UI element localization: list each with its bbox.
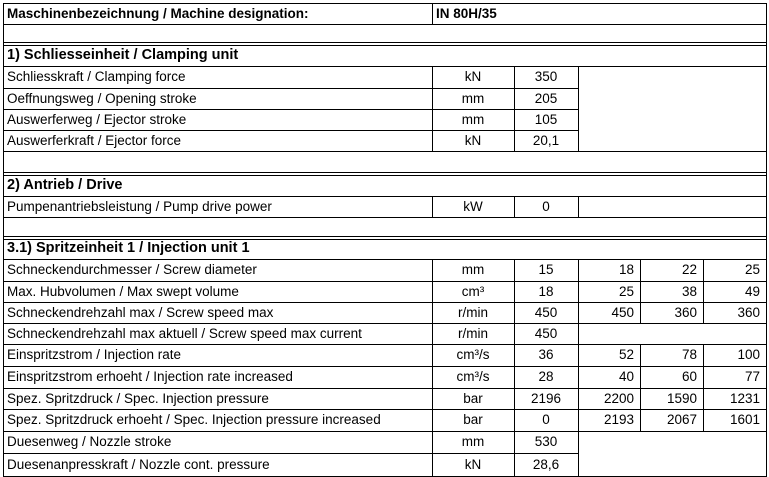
- table-row-unit: mm: [461, 111, 485, 127]
- table-row-value: 38: [681, 283, 697, 299]
- table-row-value: 25: [744, 262, 760, 278]
- table-row-unit: kW: [463, 198, 483, 214]
- table-row-value: 100: [737, 347, 760, 363]
- table-row-value: 18: [618, 262, 634, 278]
- table-row-value: 2196: [530, 390, 562, 406]
- table-row-label: Schneckendurchmesser / Screw diameter: [7, 262, 257, 278]
- table-row-value: 1231: [729, 390, 760, 406]
- grid-line: [578, 431, 579, 453]
- table-row-value: 77: [744, 369, 760, 385]
- table-row-label: Auswerferweg / Ejector stroke: [7, 111, 187, 127]
- table-row-value: 49: [744, 283, 760, 299]
- table-row-unit: mm: [461, 262, 485, 278]
- table-row-label: Auswerferkraft / Ejector force: [7, 132, 182, 148]
- table-row-value: 360: [674, 304, 697, 320]
- table-row-label: Spez. Spritzdruck erhoeht / Spec. Injection pressure increased: [7, 412, 381, 428]
- table-row-value: 205: [534, 90, 558, 106]
- table-row-unit: r/min: [458, 325, 488, 341]
- machine-designation-label: Maschinenbezeichnung / Machine designation:: [7, 5, 309, 21]
- table-row-value: 78: [681, 347, 697, 363]
- table-row-value: 2193: [603, 412, 634, 428]
- table-row-label: Oeffnungsweg / Opening stroke: [7, 90, 197, 106]
- table-row-value: 530: [534, 434, 558, 450]
- table-row-value: 105: [534, 111, 558, 127]
- grid-line: [578, 323, 579, 344]
- table-row-unit: bar: [463, 390, 483, 406]
- table-row-value: 0: [542, 412, 550, 428]
- table-row-value: 0: [542, 198, 550, 214]
- grid-line: [3, 24, 766, 25]
- table-row-value: 28,6: [532, 456, 560, 472]
- table-row-label: Max. Hubvolumen / Max swept volume: [7, 283, 239, 299]
- table-row-value: 25: [618, 283, 634, 299]
- table-row-unit: r/min: [458, 304, 488, 320]
- grid-line: [578, 453, 579, 476]
- table-row-label: Einspritzstrom erhoeht / Injection rate increased: [7, 369, 293, 385]
- table-row-value: 360: [737, 304, 760, 320]
- grid-line: [766, 3, 767, 477]
- table-row-value: 36: [538, 347, 554, 363]
- grid-line: [3, 217, 766, 218]
- grid-line: [578, 66, 579, 151]
- grid-line: [3, 151, 766, 152]
- table-row-value: 2067: [666, 412, 697, 428]
- table-row-value: 22: [681, 262, 697, 278]
- table-row-value: 15: [538, 262, 554, 278]
- table-row-value: 1601: [729, 412, 760, 428]
- table-row-label: Spez. Spritzdruck / Spec. Injection pressure: [7, 390, 269, 406]
- table-row-unit: cm³: [461, 283, 485, 299]
- table-row-unit: kN: [464, 69, 482, 85]
- grid-line: [578, 196, 579, 217]
- table-row-unit: cm³/s: [456, 347, 490, 363]
- grid-line: [3, 172, 766, 173]
- section-title-clamping: 1) Schliesseinheit / Clamping unit: [7, 46, 239, 63]
- table-row-label: Schliesskraft / Clamping force: [7, 69, 186, 85]
- table-row-unit: bar: [463, 412, 483, 428]
- machine-designation-value: IN 80H/35: [436, 5, 497, 21]
- table-row-label: Pumpenantriebsleistung / Pump drive power: [7, 198, 272, 214]
- table-row-label: Duesenanpresskraft / Nozzle cont. pressure: [7, 456, 270, 472]
- table-row-label: Einspritzstrom / Injection rate: [7, 347, 182, 363]
- table-row-value: 60: [681, 369, 697, 385]
- table-row-unit: mm: [461, 434, 485, 450]
- table-row-value: 52: [618, 347, 634, 363]
- table-row-label: Schneckendrehzahl max / Screw speed max: [7, 304, 274, 320]
- table-row-value: 2200: [603, 390, 634, 406]
- section-title-drive: 2) Antrieb / Drive: [7, 176, 123, 193]
- table-row-value: 450: [534, 304, 558, 320]
- table-row-value: 18: [538, 283, 554, 299]
- table-row-value: 1590: [666, 390, 697, 406]
- table-row-label: Duesenweg / Nozzle stroke: [7, 434, 172, 450]
- table-row-value: 450: [611, 304, 634, 320]
- table-row-value: 40: [618, 369, 634, 385]
- table-row-unit: kN: [464, 456, 482, 472]
- table-row-unit: kN: [464, 132, 482, 148]
- table-row-value: 20,1: [532, 132, 560, 148]
- table-row-value: 450: [534, 325, 558, 341]
- table-row-value: 350: [534, 69, 558, 85]
- table-row-label: Schneckendrehzahl max aktuell / Screw speed max current: [7, 325, 362, 341]
- table-row-unit: mm: [461, 90, 485, 106]
- table-row-unit: cm³/s: [456, 369, 490, 385]
- grid-line: [3, 42, 766, 43]
- table-row-value: 28: [538, 369, 554, 385]
- grid-line: [3, 236, 766, 237]
- section-title-injection: 3.1) Spritzeinheit 1 / Injection unit 1: [7, 240, 250, 257]
